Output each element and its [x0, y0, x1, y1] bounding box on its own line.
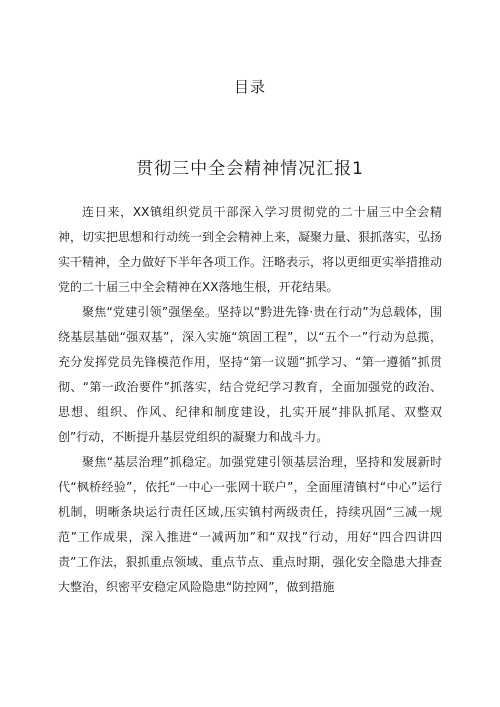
toc-heading: 目录	[233, 78, 266, 96]
document-title: 贯彻三中全会精神情况汇报1	[136, 159, 364, 179]
document-body	[58, 200, 442, 600]
paragraph-intro: 连日来，XX镇组织党员干部深入学习贯彻党的二十届三中全会精神，切实把思想和行动统一到全会精神上来，凝聚力量、狠抓落实，弘扬实干精神，全力做好下半年各项工作。汪略表示，将以更细更实举措推动党的二十届三中全会精神在XX落地生根，开花结果。	[58, 205, 443, 294]
paragraph-grassroots-governance: 聚焦“基层治理”抓稳定。加强党建引领基层治理，坚持和发展新时代“枫桥经验”，依托“一中心一张网十联户”，全面厘清镇村“中心”运行机制，明晰条块运行责任区域,压实镇村两级责任，持续巩固“三减一规范”工作成果，深入推进“一减两加”和“双找”行动，用好“四合四讲四责”工作法，狠抓重点领域、重点节点、重点时期，强化安全隐患大排查大整治，织密平安稳定风险隐患“防控网”，做到措施	[58, 455, 442, 594]
paragraph-party-building: 聚焦“党建引领”强堡垒。坚持以“黔进先锋·贵在行动”为总载体，围绕基层基础“强双基”，深入实施“筑固工程”，以“五个一”行动为总揽，充分发挥党员先锋模范作用，坚持“第一议题”抓学习、“第一遵循”抓贯彻、“第一政治要件”抓落实，结合党纪学习教育，全面加强党的政治、思想、组织、作风、纪律和制度建设，扎实开展“排队抓尾、双整双创”行动，不断提升基层党组织的凝聚力和战斗力。	[58, 305, 442, 444]
